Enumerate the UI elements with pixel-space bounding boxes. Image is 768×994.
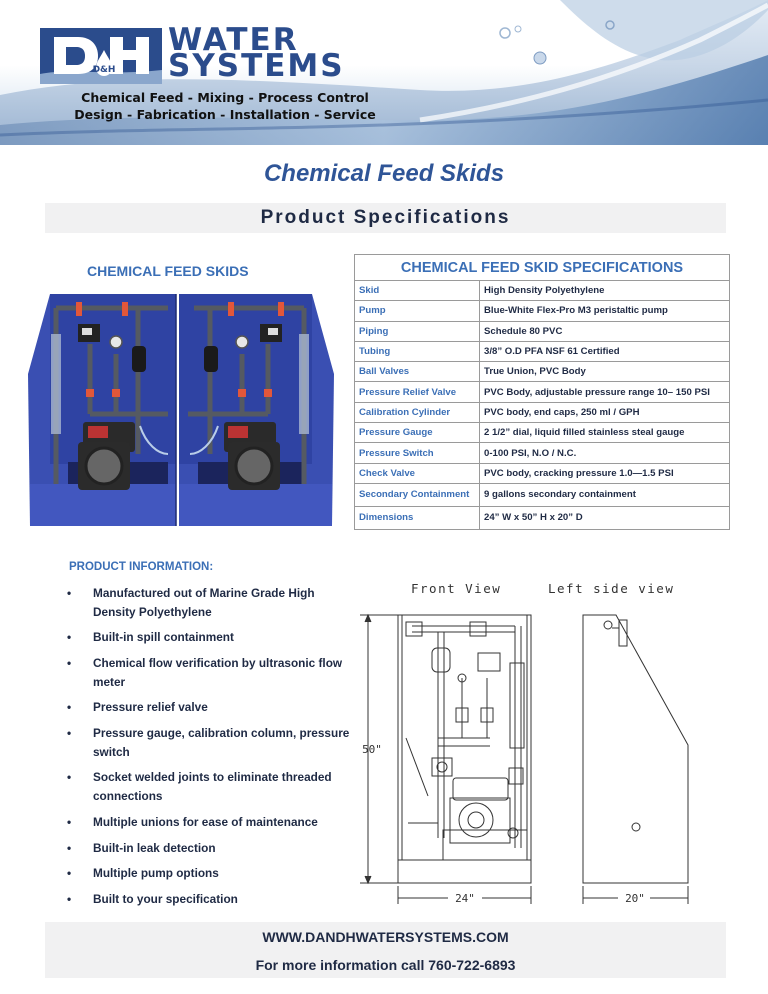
tagline-services: Chemical Feed - Mixing - Process Control	[81, 90, 369, 105]
spec-key: Dimensions	[355, 506, 480, 529]
footer	[45, 922, 726, 978]
spec-table	[354, 254, 730, 530]
dh-logo-mark	[40, 28, 162, 84]
spec-key: Pressure Switch	[355, 443, 480, 463]
spec-key: Skid	[355, 281, 480, 301]
depth-dimension: 20"	[625, 892, 645, 905]
spec-value: Schedule 80 PVC	[480, 321, 730, 341]
bullet-icon: •	[67, 630, 72, 645]
list-item-text: Multiple pump options	[93, 866, 219, 881]
table-row	[355, 341, 730, 361]
bullet-icon: •	[67, 814, 72, 829]
table-row	[355, 382, 730, 402]
list-item-text: Built to your specification	[93, 892, 238, 907]
spec-value: 9 gallons secondary containment	[480, 483, 730, 506]
product-info-title: PRODUCT INFORMATION:	[69, 561, 214, 573]
spec-value: PVC body, end caps, 250 ml / GPH	[480, 402, 730, 422]
spec-key: Ball Valves	[355, 362, 480, 382]
spec-key: Calibration Cylinder	[355, 402, 480, 422]
table-row	[355, 463, 730, 483]
page-title: Chemical Feed Skids	[263, 160, 505, 187]
bullet-icon: •	[67, 656, 72, 671]
table-row	[355, 443, 730, 463]
width-dimension: 24"	[455, 892, 475, 905]
spec-key: Pressure Gauge	[355, 423, 480, 443]
table-row	[355, 362, 730, 382]
spec-value: High Density Polyethylene	[480, 281, 730, 301]
list-item	[63, 654, 353, 691]
height-dimension: 50"	[362, 743, 382, 756]
left-side-view-label: Left side view	[548, 581, 675, 596]
spec-table-title: CHEMICAL FEED SKID SPECIFICATIONS	[355, 255, 730, 281]
header-banner	[0, 0, 768, 145]
spec-key: Tubing	[355, 341, 480, 361]
list-item	[63, 864, 353, 883]
list-item	[63, 890, 353, 909]
technical-drawing	[350, 598, 720, 913]
list-item	[63, 584, 353, 621]
bullet-icon: •	[67, 866, 72, 881]
table-row	[355, 402, 730, 422]
logo-wordmark	[168, 22, 345, 84]
table-row	[355, 423, 730, 443]
contact-phone: For more information call 760-722-6893	[255, 957, 516, 973]
table-row	[355, 301, 730, 321]
spec-key: Pressure Relief Valve	[355, 382, 480, 402]
list-item-text: Manufactured out of Marine Grade High Density Polyethylene	[93, 586, 315, 619]
spec-key: Check Valve	[355, 463, 480, 483]
list-item-text: Built-in leak detection	[93, 840, 216, 855]
list-item-text: Built-in spill containment	[93, 630, 234, 645]
list-item	[63, 628, 353, 647]
photo-title: CHEMICAL FEED SKIDS	[87, 263, 249, 279]
bullet-icon: •	[67, 726, 72, 741]
logo-word-water: WATER	[168, 22, 299, 58]
table-row	[355, 483, 730, 506]
list-item-text: Multiple unions for ease of maintenance	[93, 814, 318, 829]
spec-key: Piping	[355, 321, 480, 341]
logo-word-systems: SYSTEMS	[168, 48, 345, 84]
tagline-capabilities: Design - Fabrication - Installation - Service	[74, 107, 376, 122]
bullet-icon: •	[67, 770, 72, 785]
list-item-text: Pressure relief valve	[93, 700, 208, 715]
spec-value: 2 1/2” dial, liquid filled stainless steal gauge	[480, 423, 730, 443]
bullet-icon: •	[67, 700, 72, 715]
spec-value: 24” W x 50” H x 20” D	[480, 506, 730, 529]
list-item-text: Pressure gauge, calibration column, pressure switch	[93, 726, 350, 759]
list-item	[63, 839, 353, 858]
spec-value: 0-100 PSI, N.O / N.C.	[480, 443, 730, 463]
list-item	[63, 698, 353, 717]
list-item-text: Socket welded joints to eliminate threaded connections	[93, 770, 332, 803]
spec-key: Secondary Containment	[355, 483, 480, 506]
section-bar-title: Product Specifications	[260, 207, 511, 228]
svg-text:D&H: D&H	[92, 65, 116, 75]
spec-value: PVC Body, adjustable pressure range 10– 150 PSI	[480, 382, 730, 402]
spec-value: PVC body, cracking pressure 1.0—1.5 PSI	[480, 463, 730, 483]
front-view-label: Front View	[411, 581, 502, 596]
list-item	[63, 724, 353, 761]
spec-key: Pump	[355, 301, 480, 321]
table-row	[355, 506, 730, 529]
list-item-text: Chemical flow verification by ultrasonic flow meter	[93, 656, 343, 689]
bullet-icon: •	[67, 840, 72, 855]
website-link[interactable]: WWW.DANDHWATERSYSTEMS.COM	[262, 929, 509, 945]
skid-photo	[28, 294, 334, 526]
bullet-icon: •	[67, 586, 72, 600]
list-item	[63, 768, 353, 805]
table-row	[355, 321, 730, 341]
product-info-list	[63, 584, 353, 916]
list-item	[63, 813, 353, 832]
spec-value: 3/8” O.D PFA NSF 61 Certified	[480, 341, 730, 361]
spec-value: True Union, PVC Body	[480, 362, 730, 382]
spec-value: Blue-White Flex-Pro M3 peristaltic pump	[480, 301, 730, 321]
section-bar	[45, 203, 726, 233]
table-row	[355, 281, 730, 301]
bullet-icon: •	[67, 892, 72, 907]
